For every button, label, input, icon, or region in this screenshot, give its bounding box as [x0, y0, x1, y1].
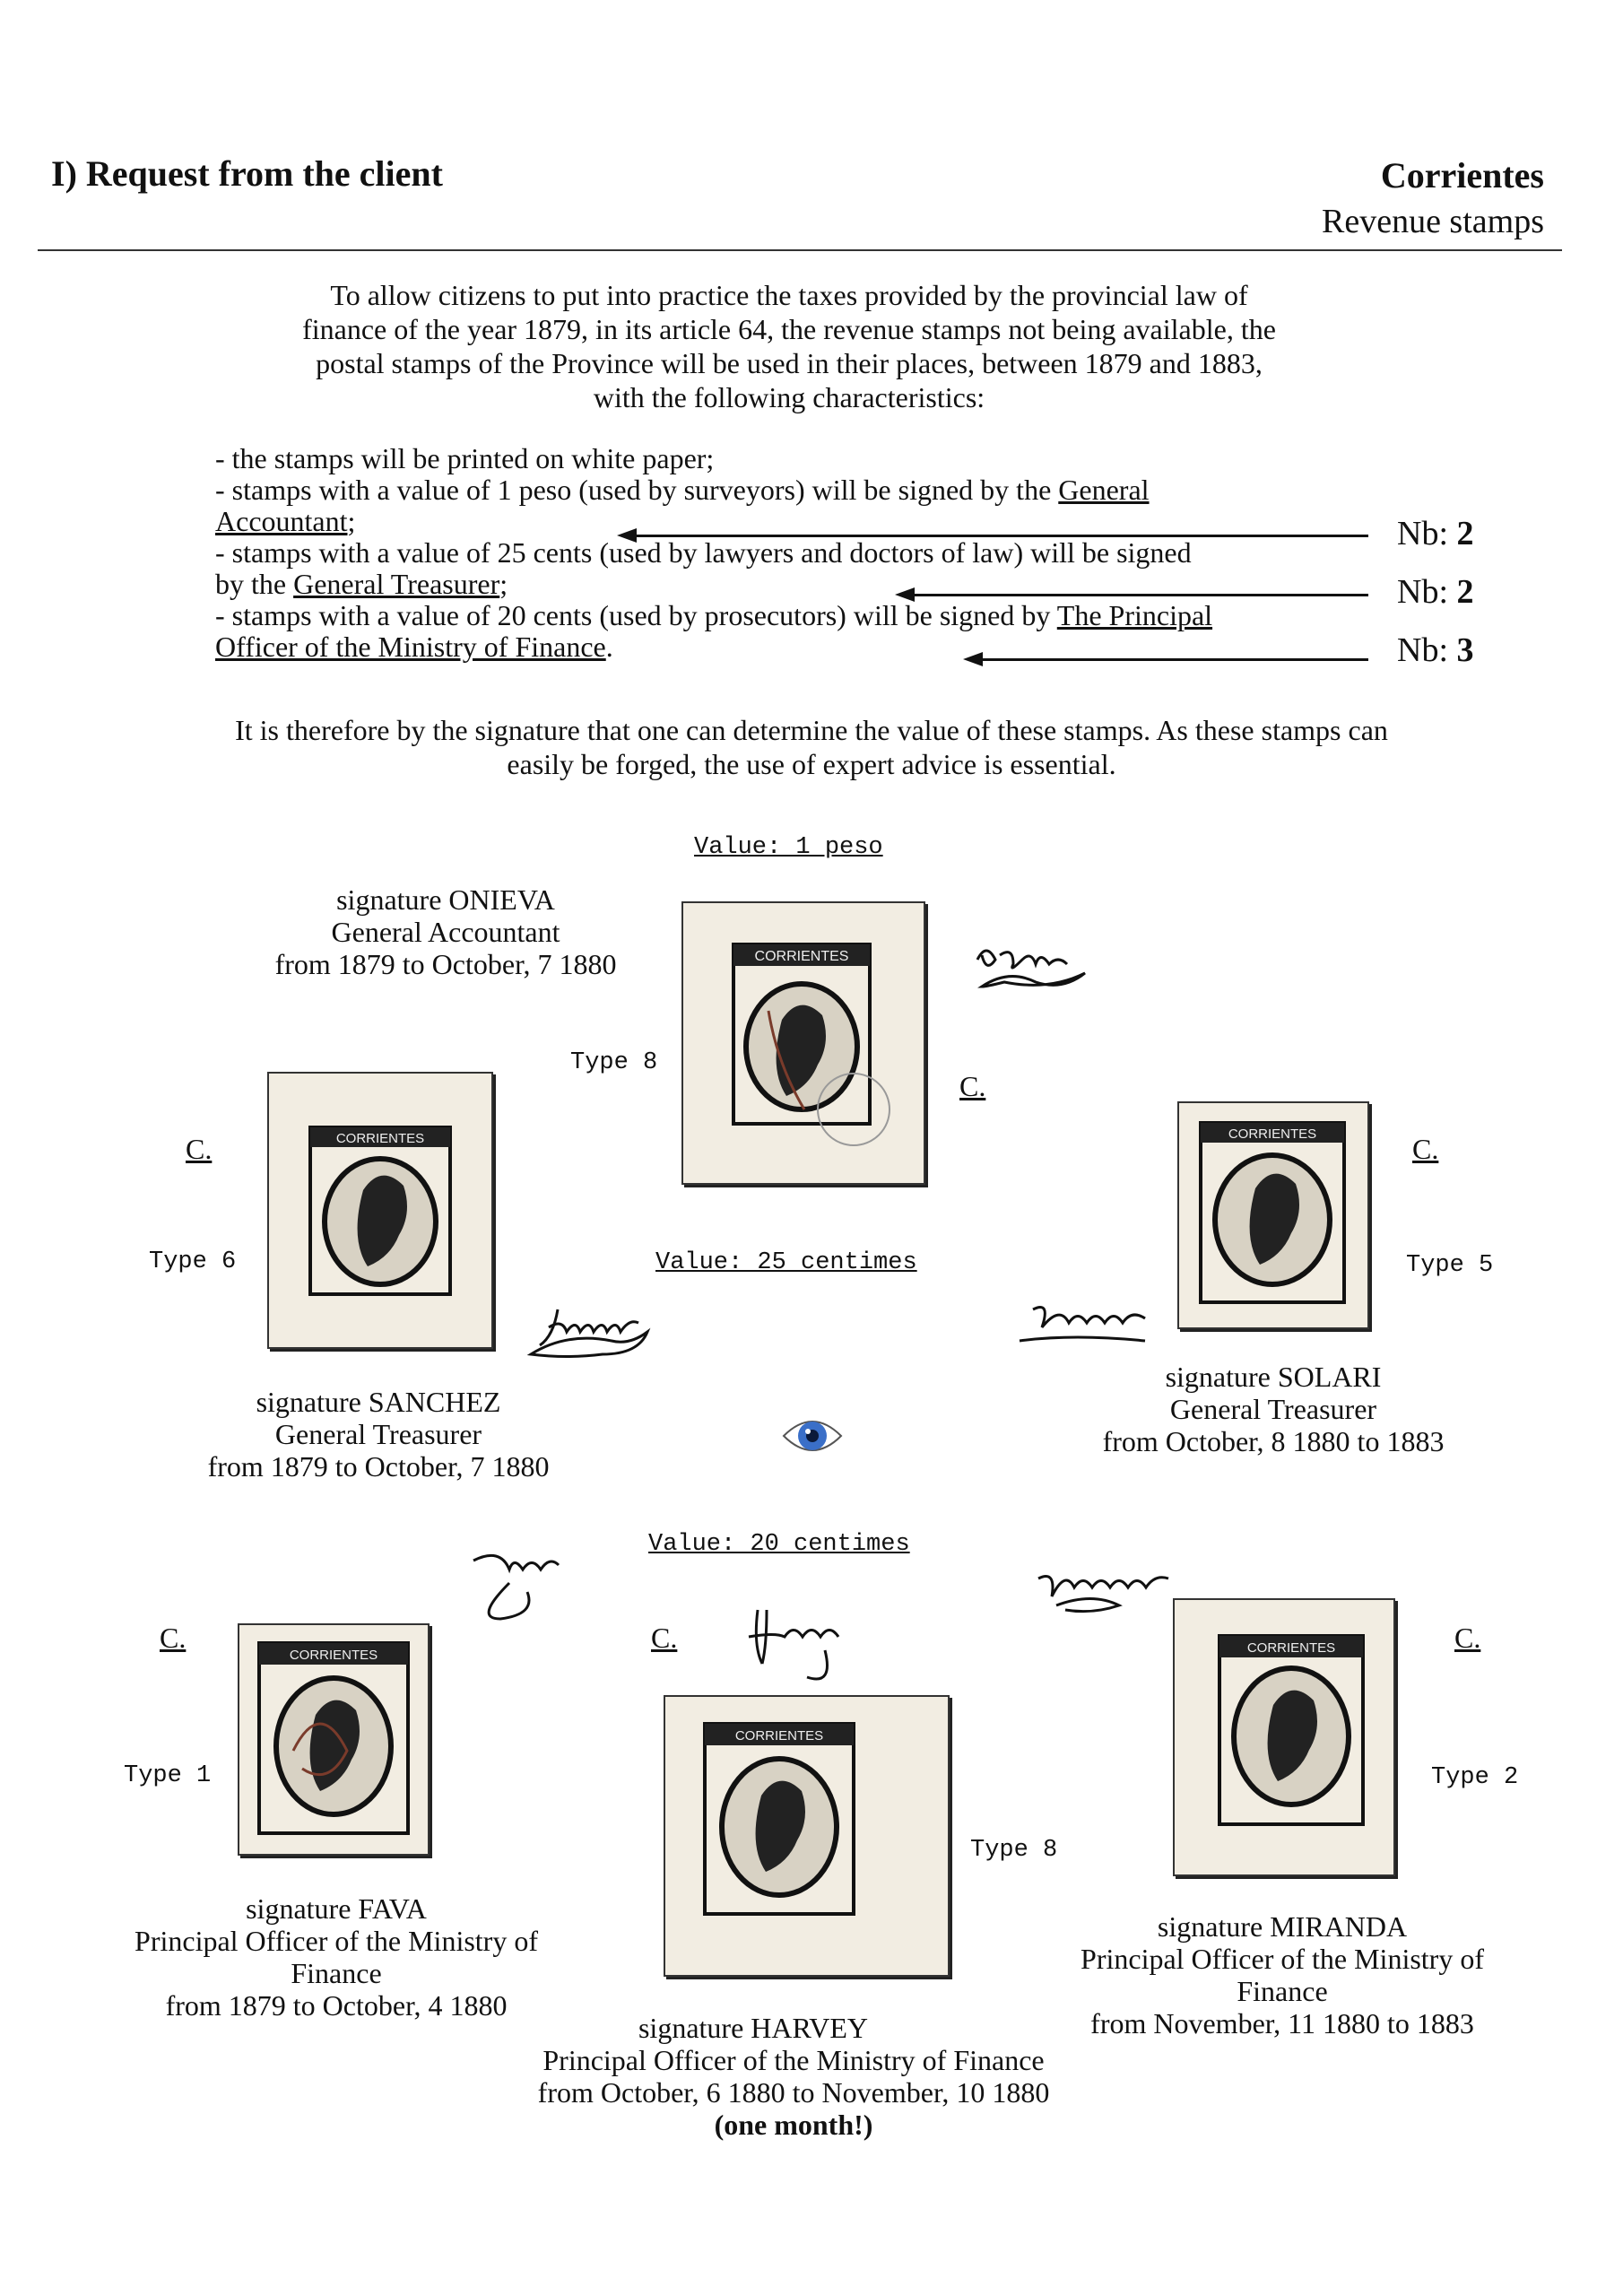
nb-label: Nb: [1397, 631, 1457, 669]
nb-count-treasurer [1397, 572, 1474, 612]
intro-line: finance of the year 1879, in its article 64, the revenue stamps not being available, the [302, 313, 1276, 345]
caption-line: Principal Officer of the Ministry of [135, 1925, 538, 1957]
stamp-image [239, 1625, 428, 1854]
stamp-image [1175, 1600, 1393, 1874]
bullet-1-peso-cont [215, 506, 1381, 537]
punct: . [605, 631, 613, 663]
type-label: Type 8 [970, 1837, 1058, 1864]
stamp-onieva [681, 901, 925, 1185]
c-mark: C. [1454, 1622, 1481, 1654]
general-accountant-link-cont: Accountant [215, 505, 348, 537]
bullet-text: - stamps with a value of 1 peso (used by surveyors) will be signed by the [215, 474, 1059, 506]
caption-line: from 1879 to October, 7 1880 [274, 948, 617, 980]
bullet-20-cents [215, 600, 1381, 631]
principal-officer-link-cont: Officer of the Ministry of Finance [215, 631, 606, 663]
caption-line: Finance [291, 1957, 382, 1989]
stamp-image [683, 903, 924, 1183]
bullet-text: - stamps with a value of 20 cents (used by prosecutors) will be signed by [215, 599, 1057, 631]
signature-harvey-icon [744, 1596, 870, 1691]
nb-label: Nb: [1397, 573, 1457, 611]
stamp-legend: CORRIENTES [289, 1648, 378, 1663]
signature-sanchez-icon [522, 1292, 665, 1377]
nb-count-accountant [1397, 514, 1474, 553]
caption-line: from October, 8 1880 to 1883 [1102, 1425, 1445, 1457]
stamp-image [269, 1074, 491, 1347]
caption-line: Principal Officer of the Ministry of Finance [542, 2044, 1045, 2076]
header-rule [38, 249, 1562, 251]
nb-count-officer [1397, 631, 1474, 670]
arrow-left-icon [976, 658, 1368, 661]
principal-officer-link: The Principal [1056, 599, 1213, 631]
caption-miranda [1040, 1910, 1524, 2039]
region-title: Corrientes [1380, 155, 1544, 196]
general-accountant-link: General [1058, 474, 1150, 506]
value-label-25-centimes: Value: 25 centimes [655, 1249, 917, 1276]
conclusion-line: easily be forged, the use of expert advice is essential. [507, 748, 1116, 780]
section-title: I) Request from the client [51, 153, 443, 194]
conclusion-line: It is therefore by the signature that one can determine the value of these stamps. As these stamps can [235, 714, 1388, 746]
c-mark: C. [186, 1133, 213, 1165]
caption-fava [90, 1892, 583, 2022]
stamp-image [665, 1697, 948, 1975]
type-label: Type 6 [149, 1248, 237, 1275]
stamp-legend: CORRIENTES [754, 949, 849, 964]
stamp-legend: CORRIENTES [1228, 1126, 1317, 1142]
subject-title: Revenue stamps [1321, 203, 1544, 240]
type-label: Type 2 [1431, 1764, 1519, 1791]
caption-line: from November, 11 1880 to 1883 [1090, 2007, 1474, 2039]
nb-value: 2 [1456, 573, 1474, 611]
caption-sanchez [172, 1386, 585, 1483]
stamp-solari [1177, 1101, 1369, 1329]
caption-line: from 1879 to October, 7 1880 [207, 1450, 550, 1483]
stamp-fava [238, 1623, 430, 1856]
c-mark: C. [651, 1622, 678, 1654]
nb-label: Nb: [1397, 515, 1457, 552]
value-label-20-centimes: Value: 20 centimes [648, 1531, 910, 1558]
bullet-25-cents: - stamps with a value of 25 cents (used by lawyers and doctors of law) will be signed [215, 536, 1192, 569]
stamp-legend: CORRIENTES [1246, 1640, 1336, 1656]
caption-line-emphasis: (one month!) [714, 2109, 873, 2141]
bullet-text: by the [215, 568, 294, 600]
stamp-harvey [664, 1695, 950, 1977]
caption-line: General Treasurer [1169, 1393, 1377, 1425]
bullet-paper: - the stamps will be printed on white paper; [215, 442, 715, 474]
c-mark: C. [160, 1622, 187, 1654]
caption-line: signature SANCHEZ [256, 1386, 501, 1418]
intro-paragraph [179, 278, 1399, 414]
stamp-image [1179, 1103, 1367, 1327]
arrow-left-icon [907, 594, 1368, 596]
punct: ; [499, 568, 508, 600]
caption-onieva [235, 883, 656, 980]
caption-line: Principal Officer of the Ministry of [1081, 1943, 1484, 1975]
stamp-legend: CORRIENTES [734, 1728, 824, 1744]
arrow-left-icon [629, 535, 1368, 537]
caption-line: General Accountant [331, 916, 560, 948]
intro-line: To allow citizens to put into practice the taxes provided by the provincial law of [330, 279, 1248, 311]
characteristics-list [215, 443, 1381, 663]
intro-line: postal stamps of the Province will be used in their places, between 1879 and 1883, [316, 347, 1263, 379]
caption-line: Finance [1237, 1975, 1328, 2007]
caption-line: signature FAVA [246, 1892, 427, 1925]
signature-solari-icon [1015, 1292, 1176, 1359]
type-label: Type 5 [1406, 1252, 1494, 1279]
punct: ; [347, 505, 356, 537]
c-mark: C. [1412, 1133, 1439, 1165]
value-label-1-peso: Value: 1 peso [694, 834, 883, 861]
eye-icon [780, 1413, 845, 1464]
caption-line: General Treasurer [274, 1418, 482, 1450]
conclusion-paragraph [126, 713, 1497, 781]
signature-fava-icon [456, 1543, 563, 1628]
c-mark: C. [959, 1070, 986, 1102]
stamp-sanchez [267, 1072, 493, 1349]
stamp-miranda [1173, 1598, 1395, 1876]
caption-line: signature SOLARI [1165, 1361, 1382, 1393]
caption-line: signature HARVEY [638, 2012, 869, 2044]
nb-value: 3 [1456, 631, 1474, 669]
intro-line: with the following characteristics: [593, 381, 985, 413]
caption-line: from October, 6 1880 to November, 10 1880 [537, 2076, 1050, 2109]
bullet-1-peso [215, 474, 1381, 506]
stamp-legend: CORRIENTES [335, 1131, 425, 1146]
type-label: Type 1 [124, 1762, 212, 1789]
signature-onieva-icon [968, 933, 1103, 1009]
type-label: Type 8 [570, 1049, 658, 1076]
nb-value: 2 [1456, 515, 1474, 552]
caption-line: signature MIRANDA [1157, 1910, 1408, 1943]
general-treasurer-link: General Treasurer [293, 568, 500, 600]
caption-line: from 1879 to October, 4 1880 [165, 1989, 508, 2022]
caption-solari [1040, 1361, 1506, 1457]
caption-line: signature ONIEVA [336, 883, 555, 916]
caption-harvey [466, 2012, 1121, 2141]
